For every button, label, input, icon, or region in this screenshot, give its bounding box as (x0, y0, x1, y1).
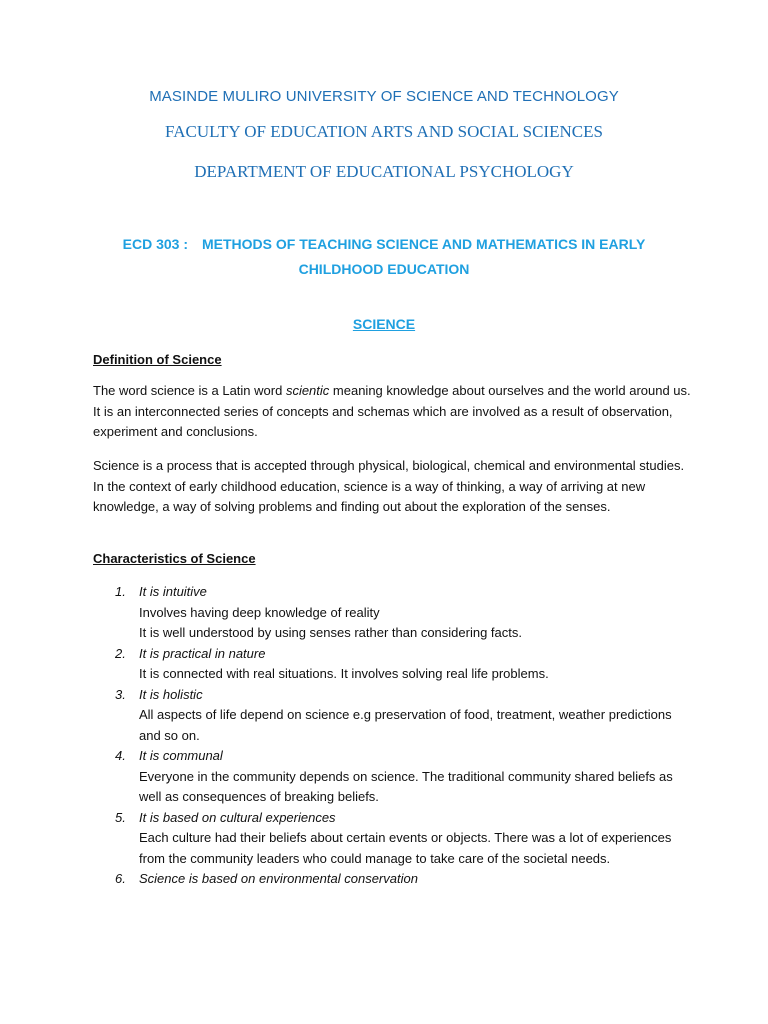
para2-text: Science is a process that is accepted through physical, biological, chemical and environmental studies. In the context of early childhood education, science is a way of thinking, a way of arriving at new knowledge, a way of solving problems and finding out about the exploration of the senses. (93, 458, 685, 514)
list-item (93, 869, 693, 890)
characteristics-list (93, 582, 693, 890)
characteristics-heading: Characteristics of Science (93, 551, 256, 566)
list-item (93, 808, 693, 870)
para1-text-start: The word science is a Latin word (93, 383, 286, 398)
para1-text-end: meaning knowledge about ourselves and the world around us. It is an interconnected series of concepts and schemas which are involved as a result of observation, experiment and conclusions. (93, 383, 691, 439)
university-name: MASINDE MULIRO UNIVERSITY OF SCIENCE AND TECHNOLOGY (149, 88, 619, 105)
list-item-text: Involves having deep knowledge of reality (139, 604, 380, 620)
list-item-title: Science is based on environmental conservation (139, 871, 418, 886)
list-item-number: 1. (115, 584, 126, 599)
list-item-title: It is practical in nature (139, 645, 266, 661)
list-item-title: It is holistic (139, 686, 203, 702)
list-item (93, 685, 693, 747)
list-item-text: It is well understood by using senses rather than considering facts. (139, 625, 522, 640)
course-title-line1 (60, 232, 708, 257)
course-code: ECD 303 : (122, 236, 188, 252)
course-title-text-line2: CHILDHOOD EDUCATION (298, 261, 470, 277)
list-item-number: 6. (115, 871, 126, 886)
list-item (93, 582, 693, 644)
list-item-text: Each culture had their beliefs about certain events or objects. There was a lot of experiences from the community leaders who could manage to take care of the societal needs. (139, 830, 672, 866)
section-title: SCIENCE (352, 316, 416, 332)
list-item-number: 4. (115, 748, 126, 763)
course-title (60, 232, 708, 282)
list-item-number: 5. (115, 809, 126, 825)
faculty-name: FACULTY OF EDUCATION ARTS AND SOCIAL SCIENCES (165, 122, 603, 141)
list-item (93, 644, 693, 685)
definition-paragraph-1 (93, 381, 693, 443)
list-item-text: All aspects of life depend on science e.g preservation of food, treatment, weather predictions and so on. (139, 707, 672, 743)
list-item-title: It is intuitive (139, 584, 207, 599)
course-title-text-line1: METHODS OF TEACHING SCIENCE AND MATHEMATICS IN EARLY (202, 236, 646, 252)
list-item-text: Everyone in the community depends on science. The traditional community shared beliefs as well as consequences of breaking beliefs. (139, 768, 673, 804)
list-item-number: 2. (115, 645, 126, 661)
list-item-title: It is communal (139, 748, 223, 763)
department-name: DEPARTMENT OF EDUCATIONAL PSYCHOLOGY (194, 162, 574, 181)
list-item (93, 746, 693, 808)
definition-heading: Definition of Science (93, 352, 222, 367)
definition-paragraph-2 (93, 456, 693, 518)
list-item-title: It is based on cultural experiences (139, 809, 336, 825)
para1-italic-word: scientic (285, 383, 330, 398)
list-item-text: It is connected with real situations. It involves solving real life problems. (139, 666, 549, 681)
list-item-number: 3. (115, 686, 126, 702)
